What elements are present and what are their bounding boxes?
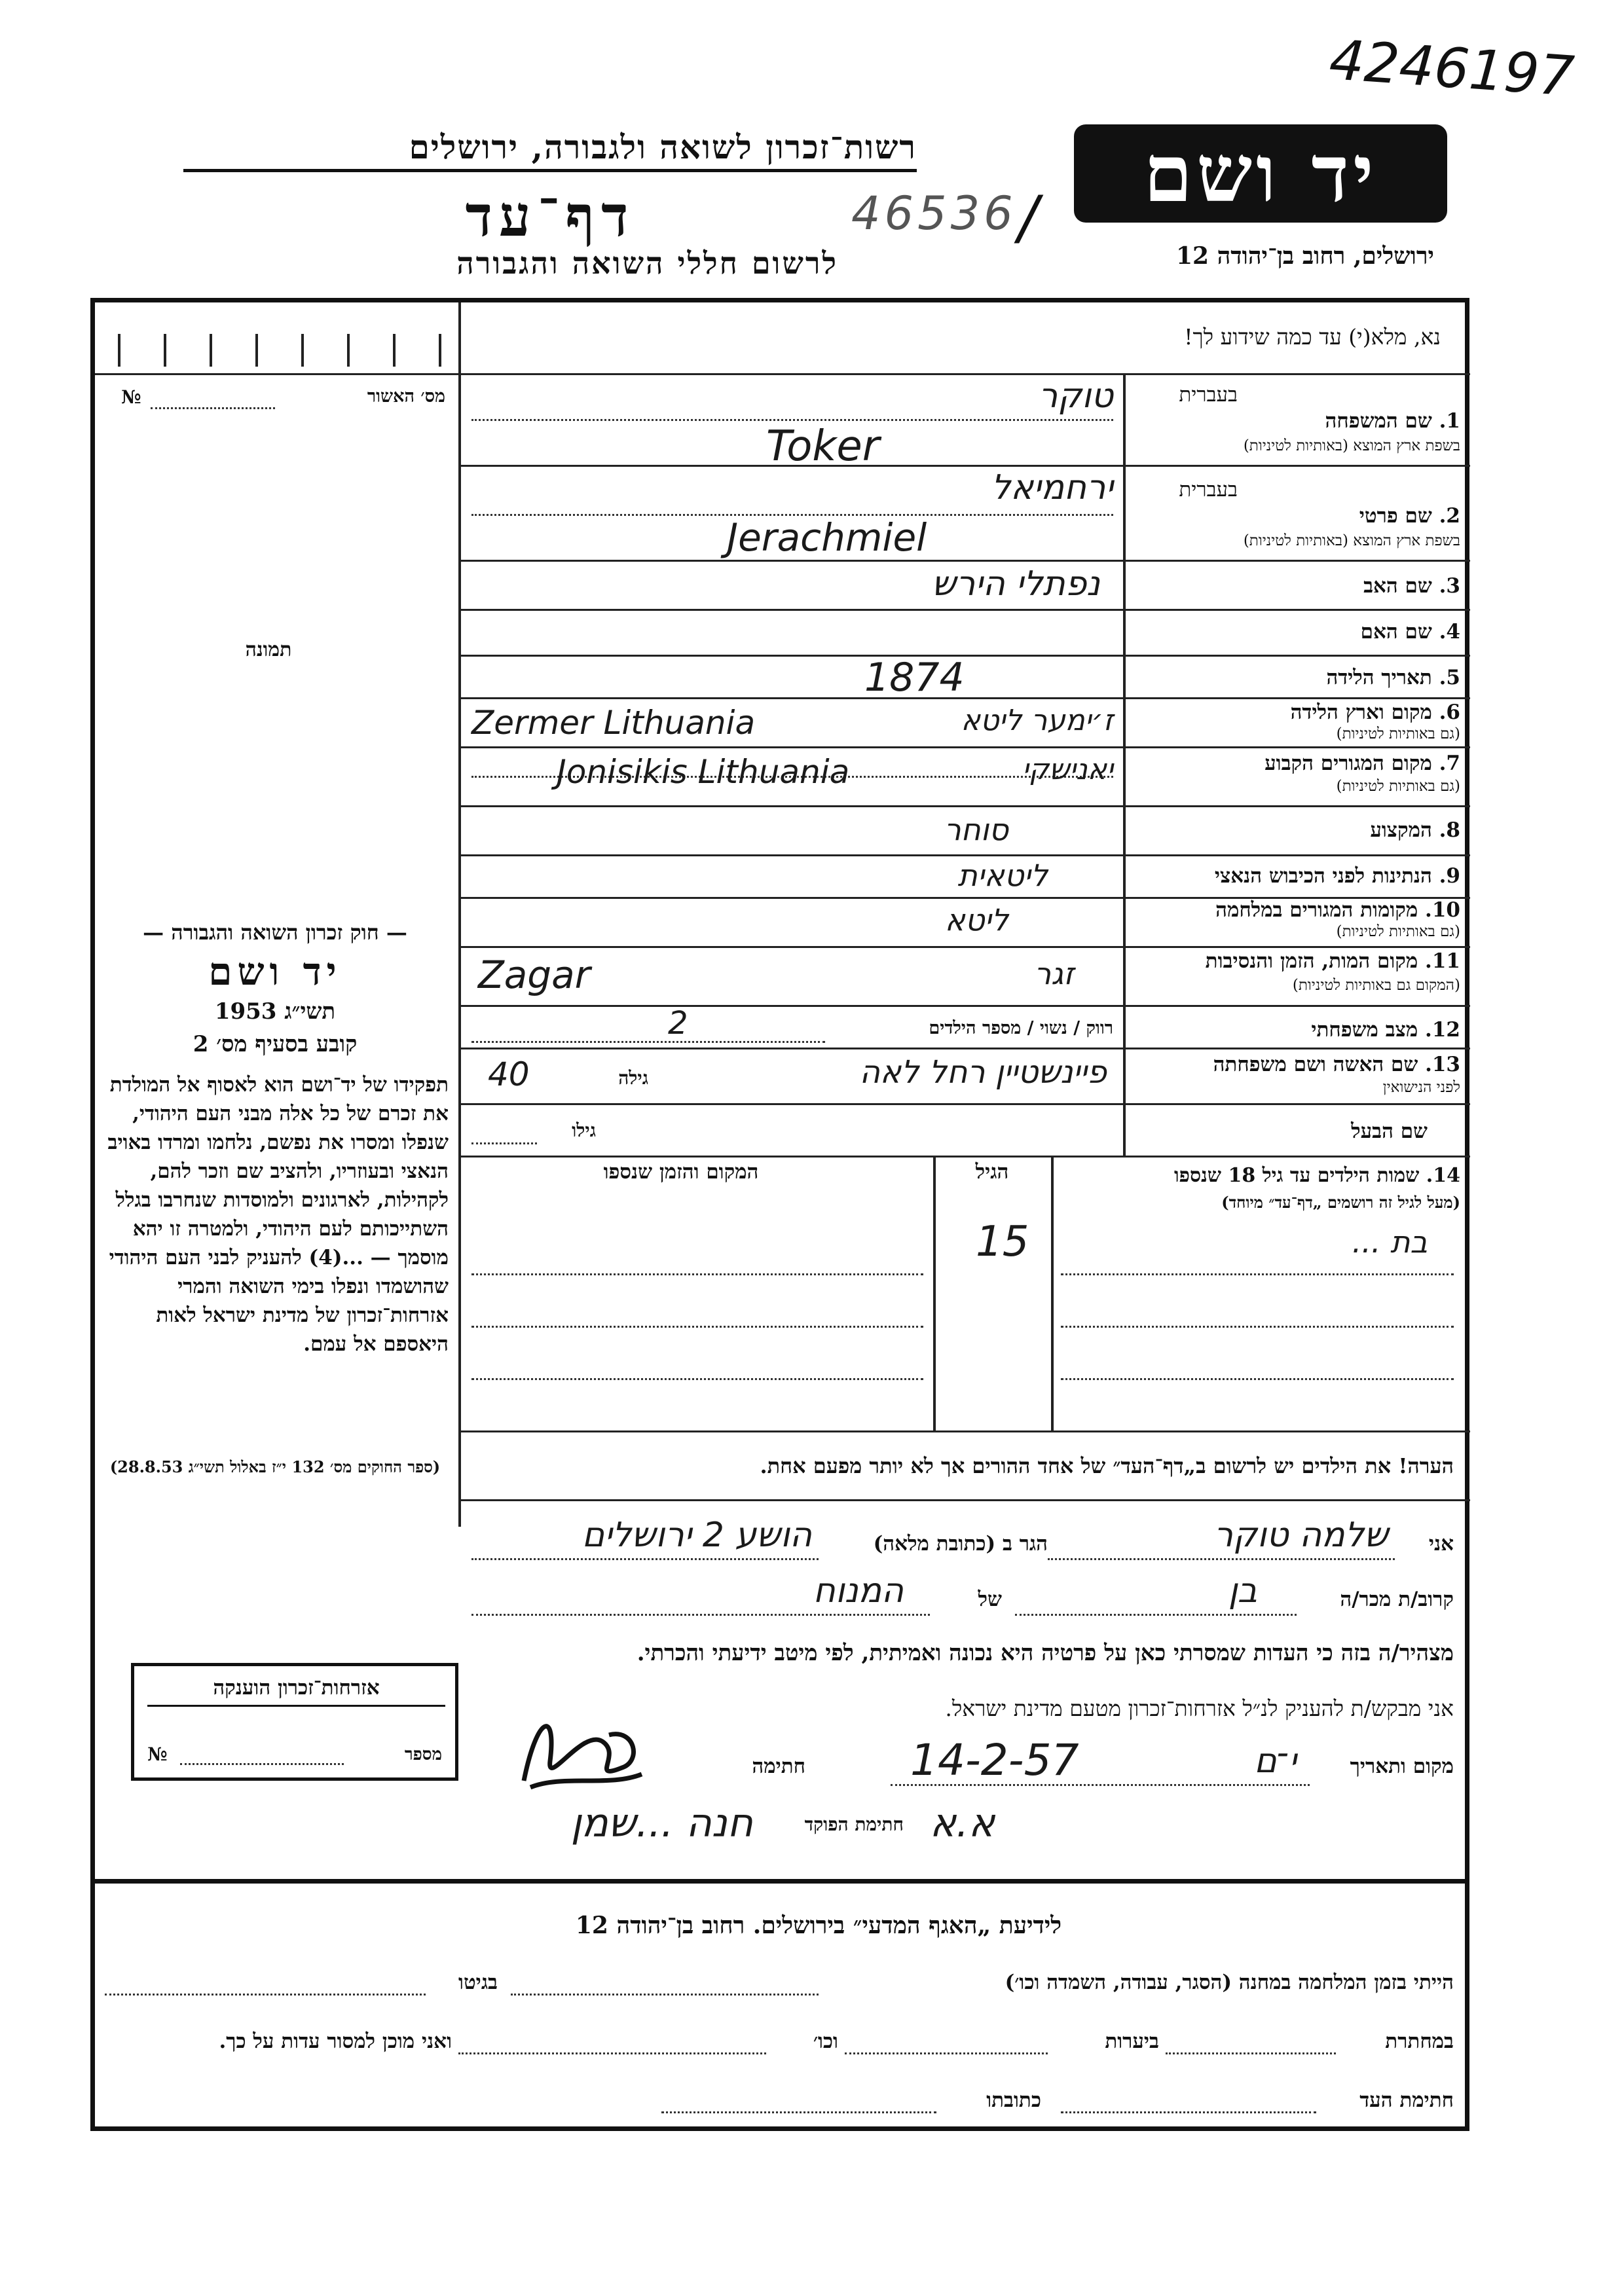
declarant-name[interactable]: שלמה טוקר xyxy=(1213,1516,1388,1555)
field-9-value[interactable]: ליטאית xyxy=(957,858,1048,893)
label-column-divider xyxy=(1123,373,1126,1156)
stamp-number: 46536 xyxy=(851,187,1017,240)
row-dotline xyxy=(471,1378,923,1380)
witness-signature-line xyxy=(1061,2111,1316,2113)
sub-line xyxy=(471,419,1113,421)
table-row xyxy=(458,1277,1467,1326)
field-1-latin[interactable]: Toker xyxy=(766,422,880,471)
field-12-label: 12. מצב משפחתי xyxy=(1311,1018,1460,1042)
field-2-hebrew[interactable]: ירחמיאל xyxy=(991,468,1113,507)
row-line xyxy=(458,609,1470,611)
field-10-value[interactable]: ליטא xyxy=(944,902,1008,938)
signature-icon xyxy=(511,1702,655,1800)
camp-line xyxy=(511,1994,819,1995)
wife-age-value[interactable]: 40 xyxy=(488,1055,530,1093)
children-table-bottom xyxy=(458,1430,1470,1432)
table-row xyxy=(458,1329,1467,1378)
field-2-sub: בשפת ארץ המוצא (באותיות לטיניות) xyxy=(1243,532,1460,549)
row-line xyxy=(458,746,1470,748)
bottom-line2-ready: ואני מוכן למסור עדות על כך. xyxy=(219,2030,452,2053)
field-13-value[interactable]: פיינשטיין רחל לאה xyxy=(859,1054,1107,1091)
officer-stamp: חנה ...שמן xyxy=(570,1800,753,1846)
row-dotline xyxy=(471,1273,923,1275)
row-dotline xyxy=(1061,1273,1454,1275)
notice: נא, מלא(י) עד כמה שידוע לך! xyxy=(1184,324,1441,350)
field-11-sub: (המקום גם באותיות לטיניות) xyxy=(1292,977,1460,994)
row-line xyxy=(458,1005,1470,1007)
field-10-label: 10. מקומות המגורים במלחמה xyxy=(1215,898,1460,922)
field-3-value[interactable]: נפתלי הירש xyxy=(932,564,1100,604)
row-line xyxy=(458,1048,1470,1049)
witness-address-line xyxy=(661,2111,936,2113)
table-row xyxy=(458,1218,1467,1273)
note-divider xyxy=(458,1499,1470,1501)
field-5-value[interactable]: 1874 xyxy=(864,655,965,701)
yad-vashem-logo xyxy=(1074,124,1447,223)
table-row xyxy=(458,1378,1467,1427)
child-name[interactable]: בת ... xyxy=(1352,1224,1428,1260)
officer-value[interactable]: א.א xyxy=(930,1800,995,1846)
bottom-line1-ghetto: בגיטו xyxy=(458,1971,498,1994)
relation-value[interactable]: בן xyxy=(1228,1571,1257,1611)
approval-number-label: מס׳ האשור xyxy=(367,386,445,407)
law-name: יד ושם xyxy=(208,949,342,994)
row-line xyxy=(458,465,1470,467)
form-subtitle: לרשום חללי השואה והגבורה xyxy=(456,246,838,281)
approval-number-symbol: № xyxy=(121,386,141,408)
field-11-hebrew[interactable]: זגר xyxy=(1034,956,1074,991)
row-dotline xyxy=(471,1326,923,1328)
child-age[interactable]: 15 xyxy=(976,1218,1029,1266)
underground-line xyxy=(1166,2052,1336,2054)
field-12-options: רווק / נשוי / מספר הילדים xyxy=(929,1018,1113,1038)
field-1-hebrew[interactable]: טוקר xyxy=(1038,376,1113,416)
of-line xyxy=(471,1614,930,1616)
field-11-latin[interactable]: Zagar xyxy=(478,953,591,997)
declarant-address-line xyxy=(471,1558,819,1560)
place-value[interactable]: י־ם xyxy=(1254,1741,1297,1781)
law-title: — חוק זכרון השואה והגבורה — xyxy=(143,920,407,945)
wife-age-label: גילה xyxy=(618,1067,648,1089)
children-count-line xyxy=(471,1041,825,1043)
signature-label: חתימה xyxy=(752,1755,805,1778)
children-label: 14. שמות הילדים עד גיל 18 שנספו xyxy=(1173,1164,1460,1187)
law-year: תשי״ג 1953 xyxy=(214,998,336,1025)
field-7-label: 7. מקום המגורים הקבוע xyxy=(1264,752,1460,775)
children-note: הערה! את הילדים יש לרשום ב„דף־העד״ של אחד ההורים אך לא יותר מפעם אחת. xyxy=(760,1453,1454,1478)
relation-line xyxy=(1015,1614,1297,1616)
field-4-label: 4. שם האם xyxy=(1360,620,1460,644)
top-handwritten-id: 4246197 xyxy=(1327,27,1577,109)
husband-age-line xyxy=(471,1142,537,1144)
bottom-line3-address: כתובתו xyxy=(986,2088,1041,2112)
signature-scribble[interactable] xyxy=(511,1702,655,1800)
field-13-sub: לפני הנישואין xyxy=(1382,1079,1460,1096)
bottom-line2-underground: במחתרת xyxy=(1385,2030,1454,2053)
of-value[interactable]: המנוח xyxy=(813,1571,904,1611)
etc-line xyxy=(458,2052,766,2054)
row-line xyxy=(458,1103,1470,1105)
row-line xyxy=(458,854,1470,856)
tick-marks xyxy=(118,334,445,367)
row-line xyxy=(458,373,1470,375)
field-7-sub: (גם באותיות לטיניות) xyxy=(1336,778,1460,795)
field-2-latin[interactable]: Jerachmiel xyxy=(727,515,927,560)
approval-number-line xyxy=(151,407,275,409)
field-10-sub: (גם באותיות לטיניות) xyxy=(1336,923,1460,940)
officer-label: חתימת הפוקד xyxy=(804,1813,904,1835)
field-13-label: 13. שם האשה ושם משפחתה xyxy=(1213,1053,1460,1076)
field-1-sub: בשפת ארץ המוצא (באותיות לטיניות) xyxy=(1243,437,1460,454)
field-1-label: 1. שם המשפחה xyxy=(1325,409,1460,433)
address: ירושלים, רחוב בן־יהודה 12 xyxy=(1175,242,1434,270)
date-value[interactable]: 14-2-57 xyxy=(910,1735,1079,1785)
form-title: דף־עד xyxy=(465,183,635,249)
photo-label: תמונה xyxy=(245,638,292,661)
children-age-header: הגיל xyxy=(975,1160,1009,1184)
field-6-label: 6. מקום וארץ הלידה xyxy=(1290,701,1460,724)
row-dotline xyxy=(1061,1326,1454,1328)
org-name: רשות־זכרון לשואה ולגבורה, ירושלים xyxy=(183,128,917,172)
law-source: (ספר החוקים מס׳ 132 י״ז באלול תשי״ג 28.8.53) xyxy=(109,1457,441,1476)
certificate-number-line xyxy=(180,1763,344,1765)
field-6-latin[interactable]: Zermer Lithuania xyxy=(471,704,756,742)
forests-line xyxy=(845,2052,1048,2054)
row-line xyxy=(458,805,1470,807)
field-6-hebrew[interactable]: ז׳ימער ליטא xyxy=(961,704,1113,737)
place-date-line xyxy=(891,1784,1310,1786)
field-11-label: 11. מקום המות, הזמן והנסיבות xyxy=(1205,949,1460,973)
bottom-heading: לידיעת „האגף המדעי״ בירושלים. רחוב בן־יהודה 12 xyxy=(575,1912,1062,1939)
certificate-number-symbol: № xyxy=(147,1743,168,1765)
bottom-line1-camp: הייתי בזמן המלחמה במחנה (הסגר, עבודה, השמדה וכו׳) xyxy=(1005,1971,1454,1994)
children-place-header: המקום והזמן שנספו xyxy=(603,1160,759,1184)
declarant-address[interactable]: הושע 2 ירושלים xyxy=(581,1516,812,1555)
logo-text: יד ושם xyxy=(1143,127,1378,220)
in-hebrew-2: בעברית xyxy=(1179,478,1238,501)
of-label: של xyxy=(978,1588,1002,1611)
field-8-value[interactable]: סוחר xyxy=(944,812,1008,847)
certificate-title: אזרחות־זכרון הוענקה xyxy=(147,1676,445,1707)
law-clause: קובע בסעיף מס׳ 2 xyxy=(193,1031,358,1057)
stamp-number-slash: / xyxy=(1018,183,1039,252)
ghetto-line xyxy=(105,1994,426,1995)
law-body: תפקידו של יד־ושם הוא לאסוף אל המולדת את זכרם של כל אלה מבני העם היהודי, שנפלו ומסרו את נפשם, נלחמו ומרדו באויב הנאצי ובעוזריו, ולהציב שם וזכר להם, לקהילות, לארגונים ולמוסדות שנחרבו בגלל השתייכותם לעם היהודי, ולמטרה זו יהא מוסמך — ...(4) להעניק לבני העם היהודי שהושמדו ונפלו בימי השואה והמרי אזרחות־זכרון של מדינת ישראל לאות היאספם אל עמם. xyxy=(107,1073,449,1356)
bottom-line2-etc: וכו׳ xyxy=(813,2030,838,2053)
declaration-text: מצהיר/ה בזה כי העדות שמסרתי כאן על פרטיה היא נכונה ואמיתית, לפי מיטב ידיעתי והכרתי. xyxy=(637,1640,1454,1666)
row-line xyxy=(458,1156,1470,1157)
field-2-label: 2. שם פרטי xyxy=(1359,504,1460,528)
children-sub: (מעל לגיל זה רושמים „דף־עד״ מיוחד) xyxy=(1221,1193,1460,1212)
field-5-label: 5. תאריך הלידה xyxy=(1326,666,1460,689)
in-hebrew-1: בעברית xyxy=(1179,383,1238,407)
husband-label: שם הבעל xyxy=(1351,1120,1428,1143)
husband-age-label: גילו xyxy=(572,1120,596,1141)
field-8-label: 8. המקצוע xyxy=(1370,818,1460,842)
request-text: אני מבקש/ת להעניק לנ״ל אזרחות־זכרון מטעם מדינת ישראל. xyxy=(945,1696,1454,1721)
relative-label: קרוב/ת מכר/ה xyxy=(1340,1588,1454,1611)
declarant-name-line xyxy=(1048,1558,1395,1560)
field-12-children[interactable]: 2 xyxy=(668,1005,688,1042)
certificate-box xyxy=(131,1663,458,1781)
certificate-number-label: מספר xyxy=(404,1745,442,1764)
field-3-label: 3. שם האב xyxy=(1363,574,1460,598)
bottom-line2-forests: ביערות xyxy=(1105,2030,1159,2053)
bottom-line3-signature: חתימת העד xyxy=(1359,2088,1454,2112)
place-date-label: מקום ותאריך xyxy=(1350,1755,1454,1778)
declarant-resident-label: הגר ב (כתובת מלאה) xyxy=(873,1532,1048,1556)
row-line xyxy=(458,560,1470,562)
field-6-sub: (גם באותיות לטיניות) xyxy=(1336,725,1460,742)
field-7-latin[interactable]: Jonisikis Lithuania xyxy=(557,753,850,791)
row-dotline xyxy=(1061,1378,1454,1380)
field-9-label: 9. הנתינות לפני הכיבוש הנאצי xyxy=(1214,864,1460,888)
approval-divider xyxy=(95,373,458,375)
declarant-i-label: אני xyxy=(1428,1532,1454,1556)
field-7-hebrew[interactable]: יאנישקי xyxy=(1022,753,1113,786)
row-line xyxy=(458,946,1470,948)
